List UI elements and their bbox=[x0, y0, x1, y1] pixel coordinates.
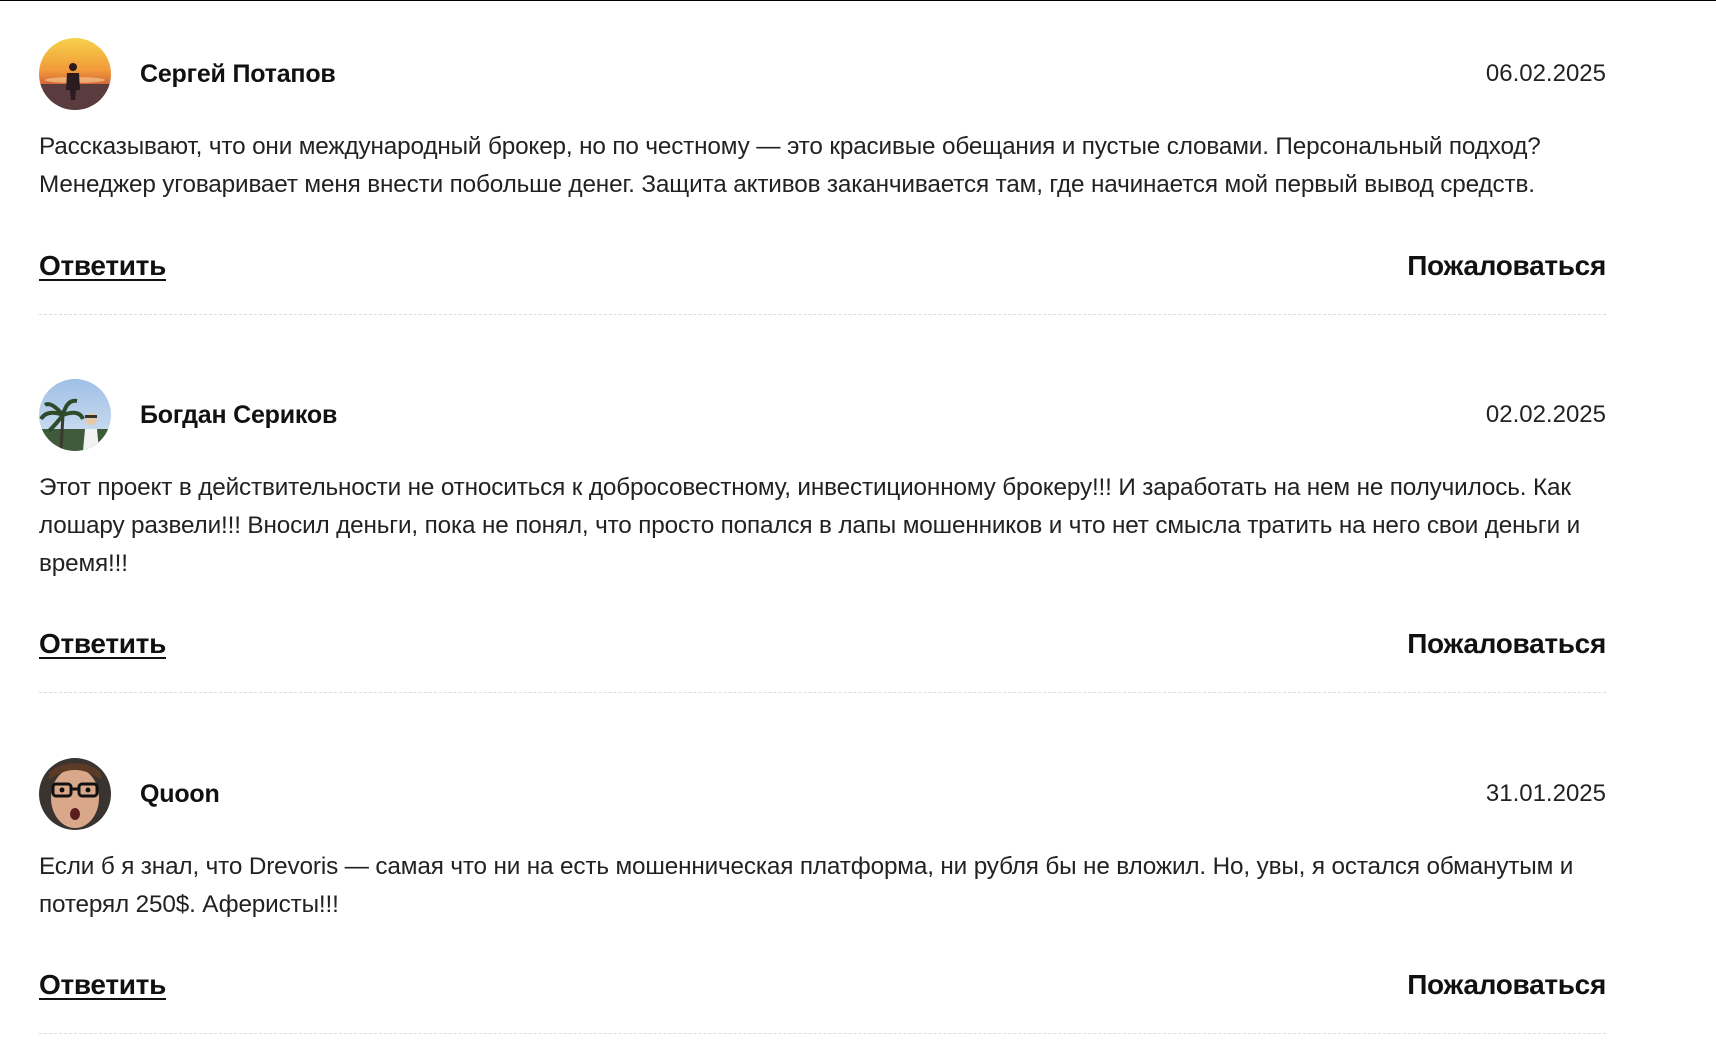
avatar bbox=[39, 379, 111, 451]
report-link[interactable]: Пожаловаться bbox=[1407, 969, 1606, 1000]
comment-text: Если б я знал, что Drevoris — самая что ни на есть мошенническая платформа, ни рубля бы не вложил. Но, увы, я остался обманутым и потерял 250$. Аферисты!!! bbox=[39, 853, 1574, 918]
comment-actions bbox=[39, 967, 1606, 1007]
reply-link[interactable]: Ответить bbox=[39, 250, 166, 281]
comment-actions bbox=[39, 626, 1606, 666]
comment-divider bbox=[39, 1033, 1606, 1034]
report-link[interactable]: Пожаловаться bbox=[1407, 628, 1606, 659]
reply-link[interactable]: Ответить bbox=[39, 969, 166, 1000]
avatar bbox=[39, 38, 111, 110]
avatar-palm-photo-icon bbox=[39, 379, 111, 451]
comment-date: 31.01.2025 bbox=[1485, 780, 1606, 807]
comment-text: Этот проект в действительности не относиться к добросовестному, инвестиционному брокеру!!! И заработать на нем не получилось. Как лошару развели!!! Вносил деньги, пока не понял, что просто попался в лапы мошенников и что нет смысла тратить на него свои деньги и время!!! bbox=[39, 474, 1581, 577]
comment-divider bbox=[39, 314, 1606, 315]
comment-text: Рассказывают, что они международный брокер, но по честному — это красивые обещания и пустые словами. Персональный подход? Менеджер уговаривает меня внести побольше денег. Защита активов заканчивается там, где начинается мой первый вывод средств. bbox=[39, 133, 1541, 198]
avatar-glasses-face-photo-icon bbox=[39, 758, 111, 830]
comment-divider bbox=[39, 692, 1606, 693]
comment-date: 06.02.2025 bbox=[1485, 60, 1606, 87]
reply-link[interactable]: Ответить bbox=[39, 628, 166, 659]
report-link[interactable]: Пожаловаться bbox=[1407, 250, 1606, 281]
comment-actions bbox=[39, 248, 1606, 288]
comment-header bbox=[39, 38, 1606, 110]
avatar bbox=[39, 758, 111, 830]
comment-header bbox=[39, 758, 1606, 830]
author-name: Quoon bbox=[140, 780, 220, 808]
author-name: Богдан Сериков bbox=[140, 401, 338, 429]
avatar-sunset-photo-icon bbox=[39, 38, 111, 110]
comment-header bbox=[39, 379, 1606, 451]
author-name: Сергей Потапов bbox=[140, 60, 336, 88]
comment-date: 02.02.2025 bbox=[1485, 401, 1606, 428]
top-border bbox=[0, 0, 1716, 1]
